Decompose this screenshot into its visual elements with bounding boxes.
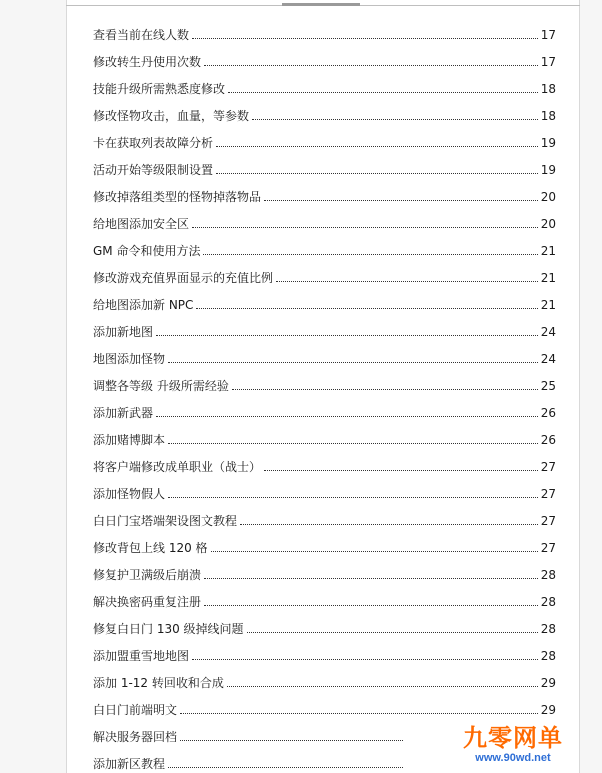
toc-leader-dots	[204, 65, 538, 66]
toc-entry[interactable]	[93, 562, 556, 582]
toc-entry-page: 28	[540, 568, 556, 582]
toc-entry[interactable]	[93, 535, 556, 555]
toc-entry-page: 24	[540, 352, 556, 366]
toc-entry[interactable]	[93, 103, 556, 123]
toc-entry[interactable]	[93, 724, 406, 744]
toc-entry-page: 26	[540, 406, 556, 420]
toc-entry[interactable]	[93, 211, 556, 231]
toc-entry-title: 添加赌博脚本	[93, 433, 166, 447]
toc-entry-title: 调整各等级 升级所需经验	[93, 379, 229, 393]
toc-entry-page: 27	[540, 460, 556, 474]
toc-entry-title: 修改怪物攻击，血量，等参数	[93, 109, 250, 123]
toc-leader-dots	[192, 659, 538, 660]
toc-leader-dots	[204, 578, 538, 579]
toc-entry-page: 21	[540, 244, 556, 258]
toc-leader-dots	[264, 200, 538, 201]
toc-leader-dots	[192, 38, 538, 39]
toc-entry[interactable]	[93, 481, 556, 501]
toc-entry-title: 修改游戏充值界面显示的充值比例	[93, 271, 274, 285]
watermark-url: www.90wd.net	[475, 752, 551, 764]
toc-entry[interactable]	[93, 76, 556, 96]
toc-entry[interactable]	[93, 616, 556, 636]
toc-entry-page: 29	[540, 703, 556, 717]
toc-entry-page: 24	[540, 325, 556, 339]
toc-entry[interactable]	[93, 265, 556, 285]
toc-entry-page: 28	[540, 649, 556, 663]
toc-leader-dots	[196, 308, 537, 309]
toc-entry-page: 17	[540, 55, 556, 69]
toc-entry-page: 20	[540, 190, 556, 204]
toc-leader-dots	[232, 389, 538, 390]
toc-entry-title: 给地图添加新 NPC	[93, 298, 194, 312]
toc-entry[interactable]	[93, 400, 556, 420]
toc-entry-page: 17	[540, 28, 556, 42]
toc-entry-title: 白日门宝塔端架设图文教程	[93, 514, 238, 528]
toc-leader-dots	[204, 605, 538, 606]
toc-leader-dots	[240, 524, 538, 525]
toc-leader-dots	[216, 146, 538, 147]
toc-entry-title: 活动开始等级限制设置	[93, 163, 214, 177]
toc-entry-page: 19	[540, 163, 556, 177]
toc-entry-title: 添加 1-12 转回收和合成	[93, 676, 224, 690]
toc-leader-dots	[227, 686, 538, 687]
toc-entry-page: 25	[540, 379, 556, 393]
toc-entry-page: 18	[540, 109, 556, 123]
toc-entry-page: 28	[540, 622, 556, 636]
toc-leader-dots	[228, 92, 538, 93]
toc-leader-dots	[180, 713, 538, 714]
toc-entry[interactable]	[93, 346, 556, 366]
toc-leader-dots	[252, 119, 538, 120]
toc-leader-dots	[247, 632, 538, 633]
toc-entry-title: 查看当前在线人数	[93, 28, 190, 42]
toc-entry-page: 26	[540, 433, 556, 447]
toc-entry[interactable]	[93, 184, 556, 204]
toc-entry-title: 修复护卫满级后崩溃	[93, 568, 202, 582]
toc-leader-dots	[203, 254, 537, 255]
toc-entry[interactable]	[93, 508, 556, 528]
toc-leader-dots	[156, 416, 538, 417]
toc-entry[interactable]	[93, 157, 556, 177]
toc-entry[interactable]	[93, 373, 556, 393]
toc-leader-dots	[168, 362, 538, 363]
toc-entry-title: 添加新武器	[93, 406, 154, 420]
toc-entry-title: 修改掉落组类型的怪物掉落物品	[93, 190, 262, 204]
toc-entry-page: 27	[540, 541, 556, 555]
toc-entry-page: 27	[540, 487, 556, 501]
toc-entry-title: 添加怪物假人	[93, 487, 166, 501]
toc-entry-title: 给地图添加安全区	[93, 217, 190, 231]
toc-entry[interactable]	[93, 238, 556, 258]
toc-entry[interactable]	[93, 292, 556, 312]
toc-entry-title: 地图添加怪物	[93, 352, 166, 366]
toc-entry-page: 27	[540, 514, 556, 528]
toc-entry-title: 技能升级所需熟悉度修改	[93, 82, 226, 96]
toc-entry-title: 修复白日门 130 级掉线问题	[93, 622, 244, 636]
toc-entry-page: 21	[540, 271, 556, 285]
toc-entry[interactable]	[93, 589, 556, 609]
toc-entry-title: 添加盟重雪地地图	[93, 649, 190, 663]
toc-entry-title: 修改背包上线 120 格	[93, 541, 208, 555]
toc-leader-dots	[192, 227, 538, 228]
toc-leader-dots	[180, 740, 403, 741]
toc-entry-page: 20	[540, 217, 556, 231]
toc-entry[interactable]	[93, 22, 556, 42]
toc-entry-page: 18	[540, 82, 556, 96]
toc-entry-title: 添加新区教程	[93, 757, 166, 771]
toc-leader-dots	[168, 767, 403, 768]
toc-leader-dots	[168, 443, 538, 444]
toc-entry-title: 白日门前端明文	[93, 703, 178, 717]
toc-leader-dots	[168, 497, 538, 498]
toc-entry[interactable]	[93, 130, 556, 150]
toc-entry-page: 19	[540, 136, 556, 150]
watermark-title: 九零网单	[463, 724, 563, 752]
toc-leader-dots	[276, 281, 538, 282]
toc-entry[interactable]	[93, 670, 556, 690]
toc-entry-title: 卡在获取列表故障分析	[93, 136, 214, 150]
toc-entry[interactable]	[93, 643, 556, 663]
toc-entry-page: 28	[540, 595, 556, 609]
site-watermark-logo	[453, 725, 573, 769]
toc-leader-dots	[216, 173, 538, 174]
toc-leader-dots	[156, 335, 538, 336]
toc-leader-dots	[211, 551, 538, 552]
toc-entry-title: 将客户端修改成单职业（战士）	[93, 460, 262, 474]
toc-entry-title: 添加新地图	[93, 325, 154, 339]
toc-entry[interactable]	[93, 697, 556, 717]
toc-entry[interactable]	[93, 454, 556, 474]
toc-entry-page: 29	[540, 676, 556, 690]
toc-entry[interactable]	[93, 427, 556, 447]
toc-entry[interactable]	[93, 751, 406, 771]
toc-entry-title: 解决换密码重复注册	[93, 595, 202, 609]
toc-entry-title: 解决服务器回档	[93, 730, 178, 744]
toc-entry-page: 21	[540, 298, 556, 312]
toc-entry[interactable]	[93, 49, 556, 69]
toc-entry-title: GM 命令和使用方法	[93, 244, 201, 258]
toc-leader-dots	[264, 470, 538, 471]
toc-entry-title: 修改转生丹使用次数	[93, 55, 202, 69]
toc-entry[interactable]	[93, 319, 556, 339]
